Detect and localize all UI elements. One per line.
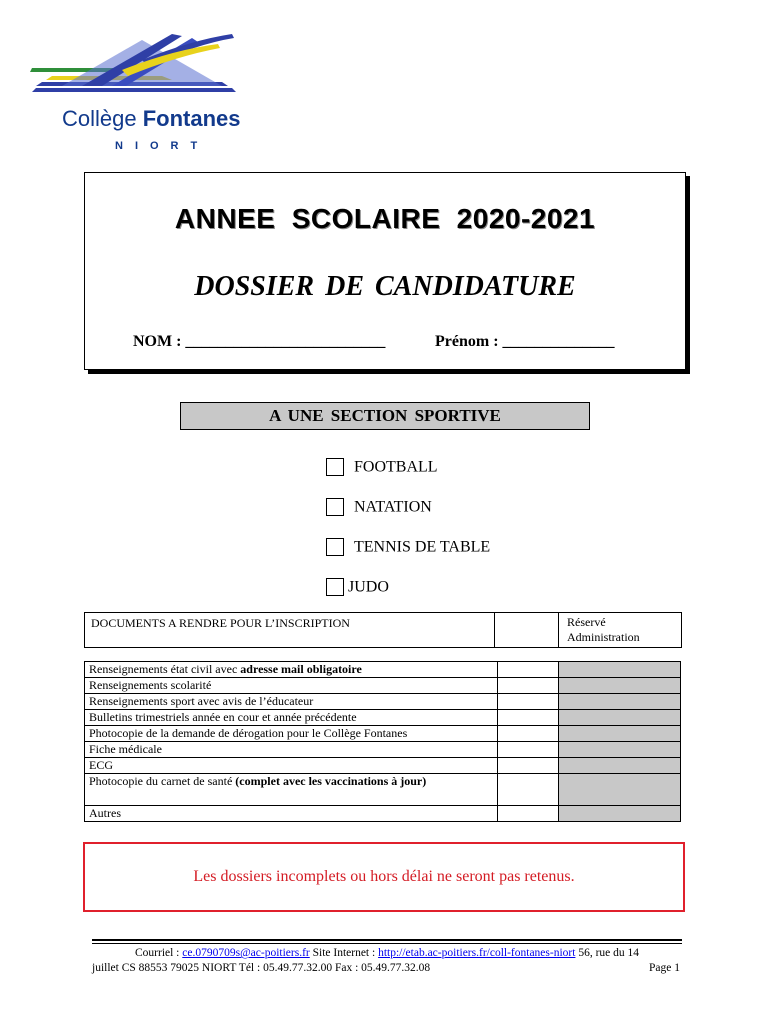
footer-address: juillet CS 88553 79025 NIORT Tél : 05.49.77.32.00 Fax : 05.49.77.32.08 Page 1: [92, 962, 680, 974]
section-banner: A UNE SECTION SPORTIVE: [180, 402, 590, 430]
documents-header-blank: [496, 613, 559, 647]
documents-header: [84, 612, 682, 648]
table-row: [85, 726, 681, 742]
option-tennis-de-table[interactable]: [326, 538, 490, 558]
check-cell[interactable]: [498, 710, 559, 726]
admin-cell: [559, 806, 681, 822]
admin-cell: [559, 774, 681, 806]
document-item: Autres: [85, 806, 498, 822]
check-cell[interactable]: [498, 726, 559, 742]
checkbox[interactable]: [326, 578, 344, 596]
admin-cell: [559, 726, 681, 742]
document-item: Bulletins trimestriels année en cour et année précédente: [85, 710, 498, 726]
documents-header-admin: Réservé Administration: [567, 615, 640, 644]
option-label: NATATION: [354, 498, 432, 516]
school-year-title: ANNEE SCOLAIRE 2020-2021: [174, 203, 596, 234]
check-cell[interactable]: [498, 806, 559, 822]
table-row: [85, 694, 681, 710]
nom-field[interactable]: NOM : _________________________: [133, 333, 386, 350]
table-row: [85, 806, 681, 822]
logo-city: NIORT: [115, 140, 210, 152]
document-item: Fiche médicale: [85, 742, 498, 758]
document-item: Renseignements scolarité: [85, 678, 498, 694]
document-item: Renseignements sport avec avis de l’éducateur: [85, 694, 498, 710]
document-item: ECG: [85, 758, 498, 774]
table-row: [85, 742, 681, 758]
check-cell[interactable]: [498, 662, 559, 678]
website-link[interactable]: http://etab.ac-poitiers.fr/coll-fontanes-niort: [378, 947, 576, 959]
documents-table: [84, 661, 681, 822]
check-cell[interactable]: [498, 742, 559, 758]
admin-cell: [559, 694, 681, 710]
option-label: JUDO: [348, 578, 389, 596]
admin-cell: [559, 662, 681, 678]
application-title: DOSSIER DE CANDIDATURE: [194, 271, 576, 302]
check-cell[interactable]: [498, 678, 559, 694]
logo-roof-graphic: [22, 30, 244, 110]
document-item: Renseignements état civil avec adresse mail obligatoire: [85, 662, 498, 678]
document-item: Photocopie de la demande de dérogation pour le Collège Fontanes: [85, 726, 498, 742]
documents-header-label: DOCUMENTS A RENDRE POUR L’INSCRIPTION: [85, 613, 495, 647]
checkbox[interactable]: [326, 498, 344, 516]
logo-college-name: Collège Fontanes: [62, 106, 241, 131]
footer-contact: Courriel : ce.0790709s@ac-poitiers.fr Site Internet : http://etab.ac-poitiers.fr/coll-fontanes-niort 56, rue du 14: [134, 947, 639, 959]
table-row: [85, 758, 681, 774]
option-label: TENNIS DE TABLE: [354, 538, 491, 556]
option-label: FOOTBALL: [354, 458, 438, 476]
checkbox[interactable]: [326, 458, 344, 476]
table-row: [85, 710, 681, 726]
title-box: [84, 172, 686, 370]
check-cell[interactable]: [498, 758, 559, 774]
admin-cell: [559, 678, 681, 694]
table-row: [85, 774, 681, 806]
email-link[interactable]: ce.0790709s@ac-poitiers.fr: [182, 947, 310, 959]
prenom-field[interactable]: Prénom : ______________: [435, 333, 615, 350]
table-row: [85, 678, 681, 694]
admin-cell: [559, 710, 681, 726]
footer-divider: [92, 939, 682, 941]
page-number: Page 1: [649, 962, 680, 974]
check-cell[interactable]: [498, 694, 559, 710]
checkbox[interactable]: [326, 538, 344, 556]
table-row: [85, 662, 681, 678]
option-judo[interactable]: [326, 578, 389, 598]
option-natation[interactable]: [326, 498, 432, 518]
warning-box: Les dossiers incomplets ou hors délai ne seront pas retenus.: [83, 842, 685, 912]
admin-cell: [559, 742, 681, 758]
footer-divider: [92, 943, 682, 944]
document-item: Photocopie du carnet de santé (complet avec les vaccinations à jour): [85, 774, 498, 806]
option-football[interactable]: [326, 458, 438, 478]
college-logo: [22, 30, 244, 162]
check-cell[interactable]: [498, 774, 559, 806]
admin-cell: [559, 758, 681, 774]
